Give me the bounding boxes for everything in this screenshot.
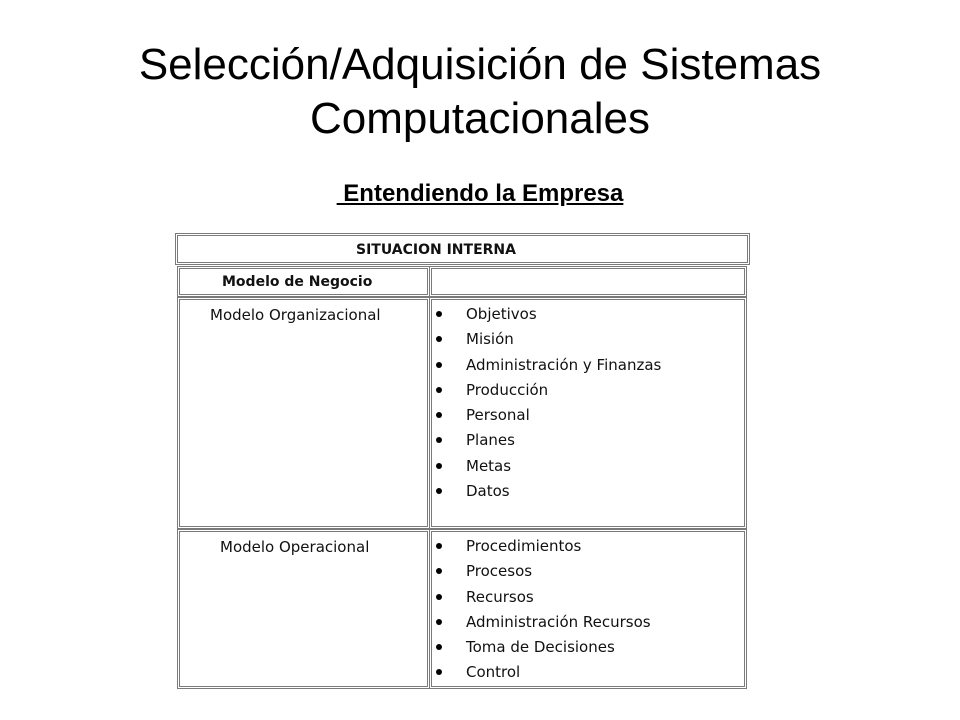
bullet-icon	[436, 543, 442, 549]
list-item: Personal	[434, 405, 661, 430]
table-header-cell	[175, 233, 750, 265]
list-item: Procesos	[434, 561, 651, 586]
bullet-icon	[436, 336, 442, 342]
list-item: Administración Recursos	[434, 612, 651, 637]
bullet-list	[434, 536, 651, 688]
list-item: Misión	[434, 329, 661, 354]
row-items-cell	[429, 529, 747, 689]
list-item: Procedimientos	[434, 536, 651, 561]
list-item: Producción	[434, 380, 661, 405]
slide-title	[0, 38, 960, 146]
list-item: Metas	[434, 456, 661, 481]
bullet-icon	[436, 669, 442, 675]
bullet-icon	[436, 362, 442, 368]
bullet-icon	[436, 594, 442, 600]
column-header-right-cell	[429, 266, 747, 297]
list-item: Datos	[434, 481, 661, 506]
bullet-list	[434, 304, 661, 506]
list-item: Recursos	[434, 587, 651, 612]
row-items-cell	[429, 297, 747, 529]
row-label: Modelo Operacional	[220, 538, 370, 556]
bullet-icon	[436, 387, 442, 393]
bullet-icon	[436, 568, 442, 574]
bullet-icon	[436, 619, 442, 625]
bullet-icon	[436, 463, 442, 469]
bullet-icon	[436, 488, 442, 494]
slide-title-line-2: Computacionales	[310, 94, 650, 143]
slide-subtitle: Entendiendo la Empresa	[336, 180, 624, 207]
situacion-interna-table	[175, 233, 750, 690]
column-header-left-cell	[177, 266, 430, 297]
list-item: Administración y Finanzas	[434, 355, 661, 380]
table-header-text: SITUACION INTERNA	[356, 242, 516, 258]
bullet-icon	[436, 644, 442, 650]
list-item: Toma de Decisiones	[434, 637, 651, 662]
bullet-icon	[436, 412, 442, 418]
row-label-cell	[177, 297, 430, 529]
row-label-cell	[177, 529, 430, 689]
list-item: Control	[434, 662, 651, 687]
list-item: Planes	[434, 430, 661, 455]
slide-title-line-1: Selección/Adquisición de Sistemas	[138, 40, 822, 89]
bullet-icon	[436, 437, 442, 443]
bullet-icon	[436, 311, 442, 317]
list-item: Objetivos	[434, 304, 661, 329]
row-label: Modelo Organizacional	[210, 306, 381, 324]
column-header-left-text: Modelo de Negocio	[222, 274, 373, 290]
